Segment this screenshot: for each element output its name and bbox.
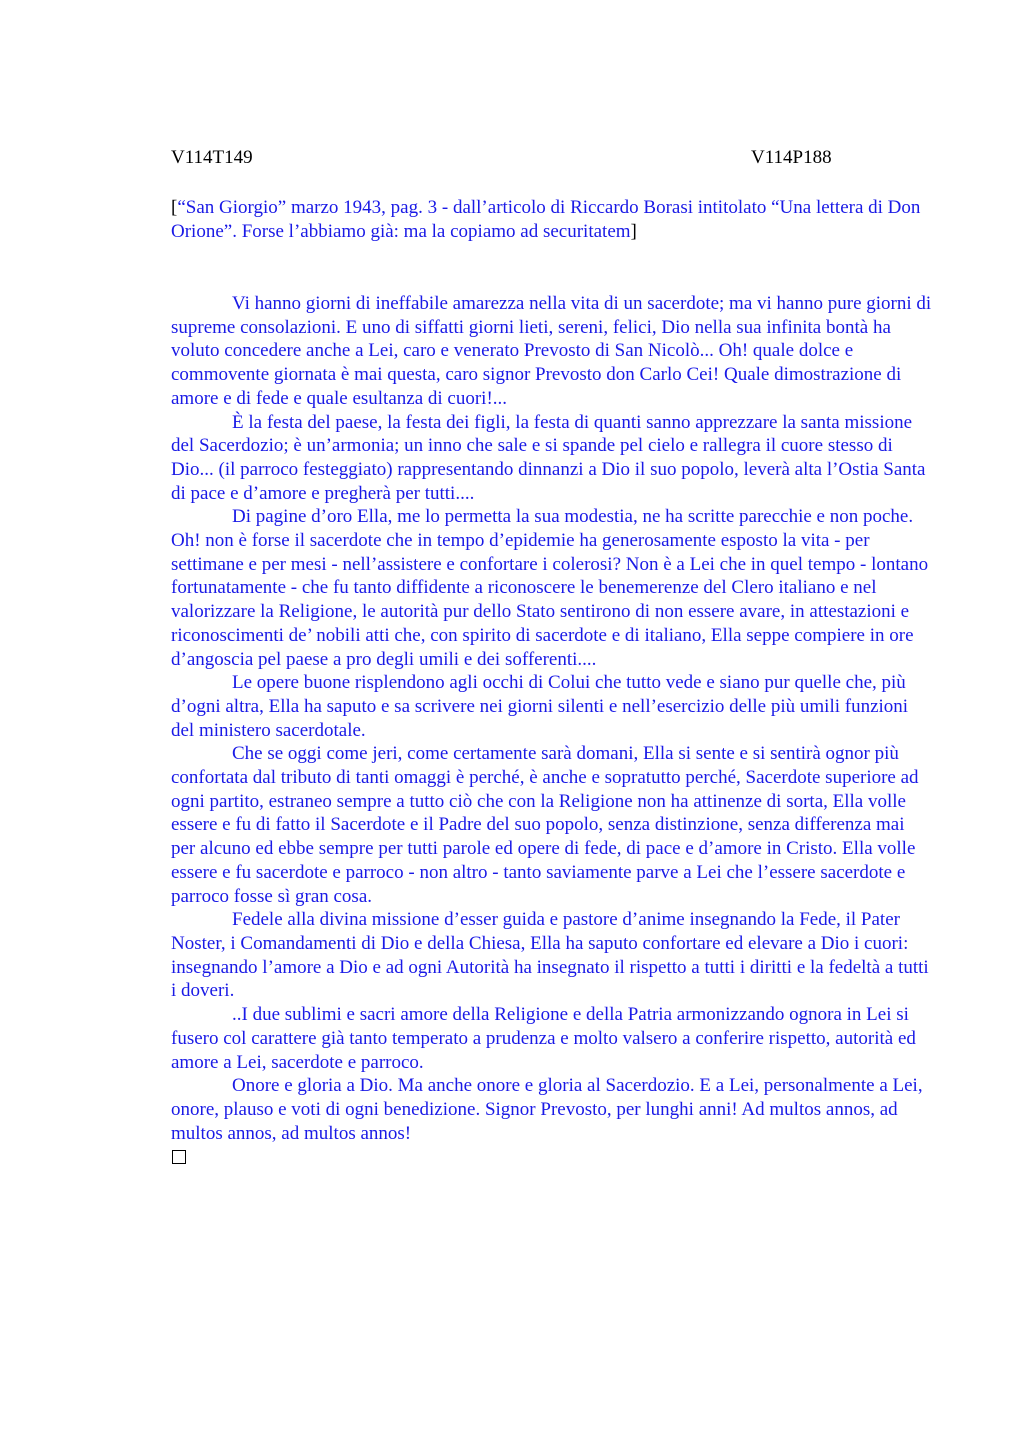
paragraph: ..I due sublimi e sacri amore della Religione e della Patria armonizzando ognora in Lei si fusero col carattere già tanto temperato a prudenza e molto valsero a conferire rispetto, autorità ed amore a Lei, sacerdote e parroco. xyxy=(171,1004,916,1073)
note-text: “San Giorgio” marzo 1943, pag. 3 - dall’articolo di Riccardo Borasi intitolato “Una lettera di Don Orione”. Forse l’abbiamo già: ma la copiamo ad securitatem xyxy=(171,197,921,242)
note-close-bracket: ] xyxy=(630,221,637,242)
document-page xyxy=(171,146,933,1164)
end-marker-icon xyxy=(172,1150,186,1164)
paragraph: Vi hanno giorni di ineffabile amarezza nella vita di un sacerdote; ma vi hanno pure giorni di supreme consolazioni. E uno di siffatti giorni lieti, sereni, felici, Dio nella sua infinita bontà ha voluto concedere anche a Lei, caro e venerato Prevosto di San Nicolò... Oh! quale dolce e commovente giornata è mai questa, caro signor Prevosto don Carlo Cei! Quale dimostrazione di amore e di fede e quale esultanza di cuori!... xyxy=(171,293,932,409)
paragraph: È la festa del paese, la festa dei figli, la festa di quanti sanno apprezzare la santa missione del Sacerdozio; è un’armonia; un inno che sale e si spande pel cielo e rallegra il cuore stesso di Dio... (il parroco festeggiato) rappresentando dinnanzi a Dio il suo popolo, leverà alta l’Ostia Santa di pace e d’amore e pregherà per tutti.... xyxy=(171,411,926,504)
header-left-code: V114T149 xyxy=(171,147,253,168)
paragraph: Di pagine d’oro Ella, me lo permetta la sua modestia, ne ha scritte parecchie e non poche. Oh! non è forse il sacerdote che in tempo d’epidemie ha generosamente esposto la vita - per settimane e per mesi - nell’assistere e confortare i colerosi? Non è a Lei che in quel tempo - lontano fortunatamente - che fu tanto diffidente a riconoscere le benemerenze del Clero italiano e nel valorizzare la Religione, le autorità pur dello Stato sentirono di non essere avare, in attestazioni e riconoscimenti de’ nobili atti che, con spirito di sacerdote e di italiano, Ella seppe compiere in ore d’angoscia pel paese a pro degli umili e dei sofferenti.... xyxy=(171,506,929,670)
paragraph: Che se oggi come jeri, come certamente sarà domani, Ella si sente e si sentirà ognor più confortata dal tributo di tanti omaggi è perché, è anche e sopratutto perché, Sacerdote superiore ad ogni partito, estraneo sempre a tutto ciò che con la Religione non ha attinenze di sorta, Ella volle essere e fu di fatto il Sacerdote e il Padre del suo popolo, senza distinzione, senza differenza mai per alcuno ed ebbe sempre per tutti parole ed opere di fede, di pace e d’amore in Cristo. Ella volle essere e fu sacerdote e parroco - non altro - tanto saviamente parve a Lei che l’essere sacerdote e parroco fosse sì gran cosa. xyxy=(171,743,919,907)
paragraph: Fedele alla divina missione d’esser guida e pastore d’anime insegnando la Fede, il Pater Noster, i Comandamenti di Dio e della Chiesa, Ella ha saputo confortare ed elevare a Dio i cuori: insegnando l’amore a Dio e ad ogni Autorità ha insegnato il rispetto a tutti i diritti e la fedeltà a tutti i doveri. xyxy=(171,909,929,1002)
letter-body xyxy=(171,292,933,1145)
header-right-code: V114P188 xyxy=(751,147,832,168)
note-open-bracket: [ xyxy=(171,197,178,218)
document-header xyxy=(171,146,933,172)
source-note xyxy=(171,196,933,244)
paragraph: Le opere buone risplendono agli occhi di Colui che tutto vede e siano pur quelle che, più d’ogni altra, Ella ha saputo e sa scrivere nei giorni silenti e nell’esercizio delle più umili funzioni del ministero sacerdotale. xyxy=(171,672,909,741)
paragraph: Onore e gloria a Dio. Ma anche onore e gloria al Sacerdozio. E a Lei, personalmente a Lei, onore, plauso e voti di ogni benedizione. Signor Prevosto, per lunghi anni! Ad multos annos, ad multos annos, ad multos annos! xyxy=(171,1075,923,1144)
